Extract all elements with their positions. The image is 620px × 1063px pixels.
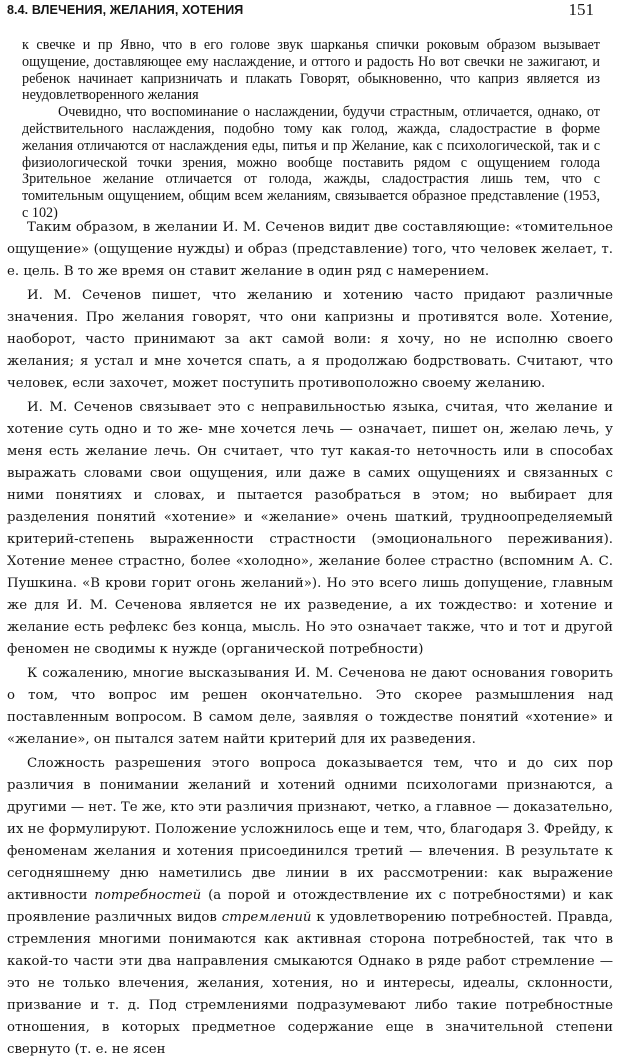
paragraph-text-segment: (а порой и отождествление их с потребностями) и как проявление различных видов bbox=[7, 888, 614, 925]
emphasized-term: потребностей bbox=[94, 888, 202, 903]
quote-paragraph: к свечке и пр Явно, что в его голове звук шарканья спички роковым образом вызывает ощущение, доставляющее ему наслаждение, и оттого и радость Но вот свечки не зажигают, и ребенок начинает капризничать и плакать Говорят, обыкновенно, что каприз является из неудовлетворенного желания bbox=[22, 37, 600, 104]
body-paragraph: И. М. Сеченов связывает это с неправильностью языка, считая, что желание и хотение суть одно и то же- мне хочется лечь — означает, пишет он, желаю лечь, у меня есть желание лечь. Он считает, что тут какая-то неточность или в способах выражать словами свои ощущения, или даже в самих ощущениях и связанных с ними понятиях и словах, и пытается разобраться в этом; но выбирает для разделения понятий «хотение» и «желание» очень шаткий, трудноопределяемый критерий-степень выраженности страстности (эмоционального переживания). Хотение менее страстно, более «холодно», желание более страстно (вспомним А. С. Пушкина. «В крови горит огонь желаний»). Но это всего лишь допущение, главным же для И. М. Сеченова является не их разведение, а их тождество: и хотение и желание есть рефлекс без конца, мысль. Но это означает также, что и тот и другой феномен не сводимы к нужде (органической потребности) bbox=[7, 400, 613, 657]
quotation-block bbox=[22, 37, 600, 222]
body-paragraph: И. М. Сеченов пишет, что желанию и хотению часто придают различные значения. Про желания говорят, что они капризны и противятся воле. Хотение, наоборот, часто принимают за акт самой воли: я хочу, но не исполню своего желания; я устал и мне хочется спать, а я продолжаю бодрствовать. Считают, что человек, если захочет, может поступить противоположно своему желанию. bbox=[7, 288, 613, 391]
emphasized-term: стремлений bbox=[221, 910, 312, 925]
main-text bbox=[7, 217, 613, 1063]
paragraph-text-segment: Сложность разрешения этого вопроса доказывается тем, что и до сих пор различия в понимании желаний и хотений одними психологами признаются, а другими — нет. Те же, кто эти различия признают, четко, а главное — доказательно, их не формулируют. Положение усложнилось еще и тем, что, благодаря 3. Фрейду, к феноменам желания и хотения присоединился третий — влечения. В результате к сегодняшнему дню наметились две линии в их рассмотрении: как выражение активности bbox=[7, 756, 613, 903]
body-paragraph: Таким образом, в желании И. М. Сеченов видит две составляющие: «томительное ощущение» (ощущение нужды) и образ (представление) того, что человек желает, т. е. цель. В то же время он ставит желание в один ряд с намерением. bbox=[7, 220, 613, 279]
quote-paragraph: Очевидно, что воспоминание о наслаждении, будучи страстным, отличается, однако, от действительного наслаждения, подобно тому как голод, жажда, сладострастие в форме желания отличаются от наслаждения еды, питья и пр Желание, как с психологической, так и с физиологической точки зрения, можно вообще поставить рядом с ощущением голода Зрительное желание отличается от голода, жажды, сладострастия лишь тем, что с томительным ощущением, общим всем желаниям, связывается образное представление (1953, с 102) bbox=[22, 104, 600, 221]
running-title: 8.4. ВЛЕЧЕНИЯ, ЖЕЛАНИЯ, ХОТЕНИЯ bbox=[7, 3, 244, 17]
body-paragraph bbox=[7, 753, 613, 1061]
paragraph-text-segment: к удовлетворению потребностей. Правда, стремления многими понимаются как активная сторона потребностей, так что в какой-то части эти два направления смыкаются Однако в ряде работ стремление — это не только влечения, желания, хотения, но и интересы, идеалы, склонности, призвание и т. д. Под стремлениями подразумевают либо такие потребностные отношения, в которых предметное содержание еще в значительной степени свернуто (т. е. не ясен bbox=[7, 910, 613, 1057]
page-number: 151 bbox=[568, 0, 594, 19]
body-paragraph: К сожалению, многие высказывания И. М. Сеченова не дают основания говорить о том, что вопрос им решен окончательно. Это скорее размышления над поставленным вопросом. В самом деле, заявляя о тождестве понятий «хотение» и «желание», он пытался затем найти критерий для их разведения. bbox=[7, 666, 613, 747]
